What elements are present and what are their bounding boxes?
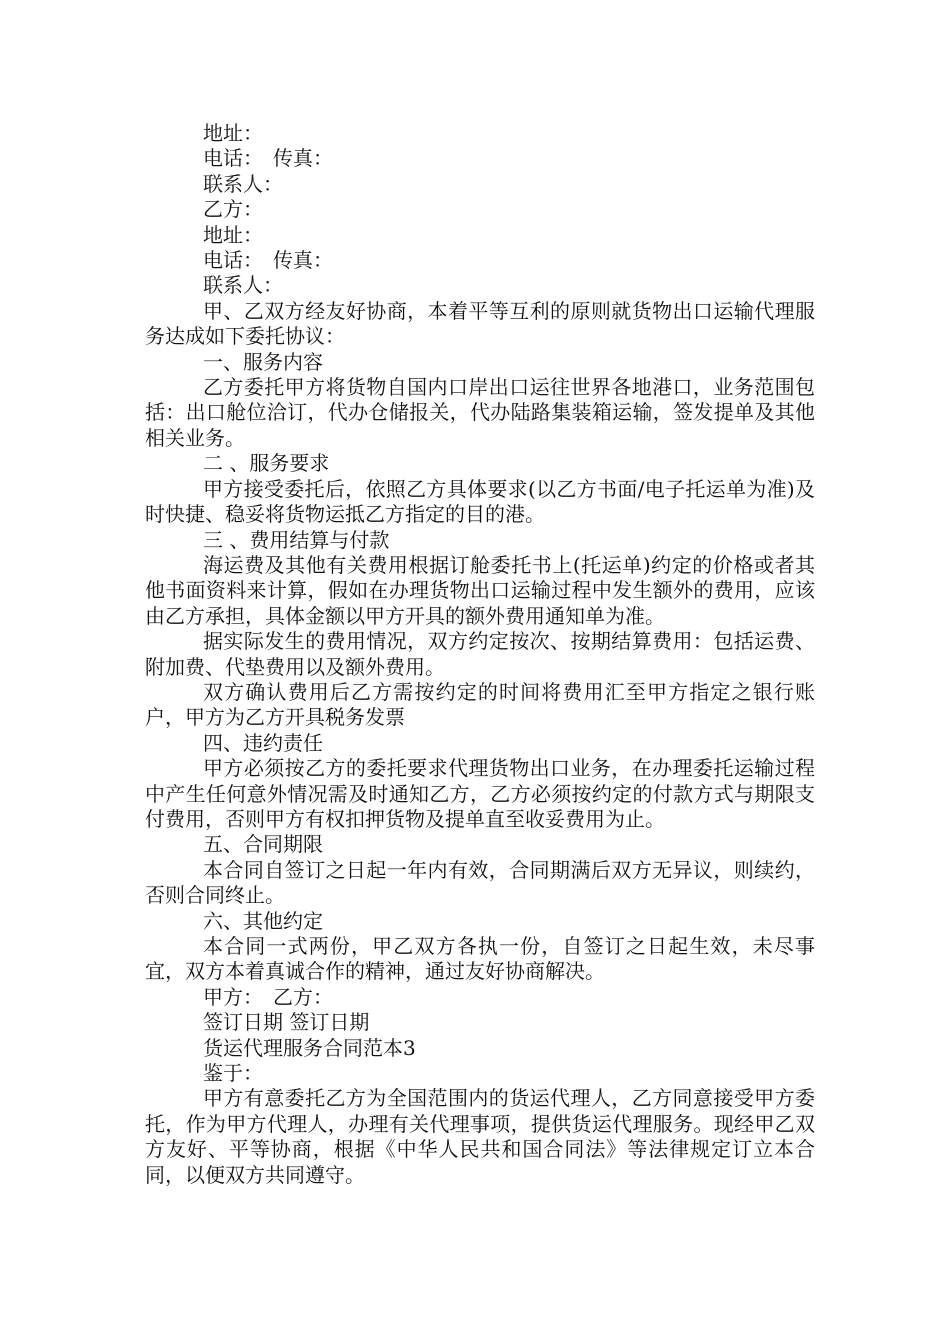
- heading-service-requirements: 二 、服务要求: [203, 451, 330, 476]
- heading-fee-settlement: 三 、费用结算与付款: [203, 527, 390, 552]
- line-party-b: 乙方：: [203, 197, 263, 222]
- line-contact-b: 联系人：: [203, 273, 283, 298]
- paragraph-fee-calculation: 海运费及其他有关费用根据订舱委托书上(托运单)约定的价格或者其他书面资料来计算，假如在办理货物出口运输过程中发生额外的费用，应该由乙方承担，具体金额以甲方开具的额外费用通知单为准。: [145, 552, 815, 628]
- line-phone-fax-b: 电话： 传真：: [203, 248, 333, 273]
- paragraph-fee-schedule: 据实际发生的费用情况，双方约定按次、按期结算费用：包括运费、附加费、代垫费用以及额外费用。: [145, 629, 815, 679]
- heading-other: 六、其他约定: [203, 908, 323, 933]
- line-signatures: 甲方： 乙方：: [203, 984, 333, 1009]
- document-page: [145, 121, 815, 1188]
- paragraph-service-requirements: 甲方接受委托后，依照乙方具体要求(以乙方书面/电子托运单为准)及时快捷、稳妥将货物运抵乙方指定的目的港。: [145, 476, 815, 527]
- line-whereas: 鉴于：: [203, 1061, 263, 1086]
- heading-template-3: 货运代理服务合同范本3: [203, 1035, 416, 1060]
- paragraph-breach: 甲方必须按乙方的委托要求代理货物出口业务，在办理委托运输过程中产生任何意外情况需及时通知乙方，乙方必须按约定的付款方式与期限支付费用，否则甲方有权扣押货物及提单直至收妥费用为止。: [145, 756, 815, 831]
- paragraph-fee-payment: 双方确认费用后乙方需按约定的时间将费用汇至甲方指定之银行账户，甲方为乙方开具税务发票: [145, 679, 815, 730]
- paragraph-whereas: 甲方有意委托乙方为全国范围内的货运代理人，乙方同意接受甲方委托，作为甲方代理人，办理有关代理事项，提供货运代理服务。现经甲乙双方友好、平等协商，根据《中华人民共和国合同法》等法律规定订立本合同，以便双方共同遵守。: [145, 1086, 815, 1187]
- line-address-b: 地址：: [203, 222, 263, 247]
- heading-term: 五、合同期限: [203, 832, 323, 857]
- paragraph-other: 本合同一式两份，甲乙双方各执一份，自签订之日起生效，未尽事宜，双方本着真诚合作的精神，通过友好协商解决。: [145, 934, 815, 984]
- line-contact-a: 联系人：: [203, 171, 283, 196]
- line-address-a: 地址：: [203, 121, 263, 145]
- line-sign-dates: 签订日期 签订日期: [203, 1010, 370, 1035]
- paragraph-term: 本合同自签订之日起一年内有效，合同期满后双方无异议，则续约，否则合同终止。: [145, 857, 815, 908]
- paragraph-preamble: 甲、乙双方经友好协商，本着平等互利的原则就货物出口运输代理服务达成如下委托协议：: [145, 298, 815, 349]
- line-phone-fax-a: 电话： 传真：: [203, 146, 333, 171]
- heading-breach: 四、违约责任: [203, 730, 323, 755]
- heading-service-content: 一、服务内容: [203, 349, 323, 374]
- paragraph-service-content: 乙方委托甲方将货物自国内口岸出口运往世界各地港口，业务范围包括：出口舱位洽订，代办仓储报关，代办陆路集装箱运输，签发提单及其他相关业务。: [145, 375, 815, 450]
